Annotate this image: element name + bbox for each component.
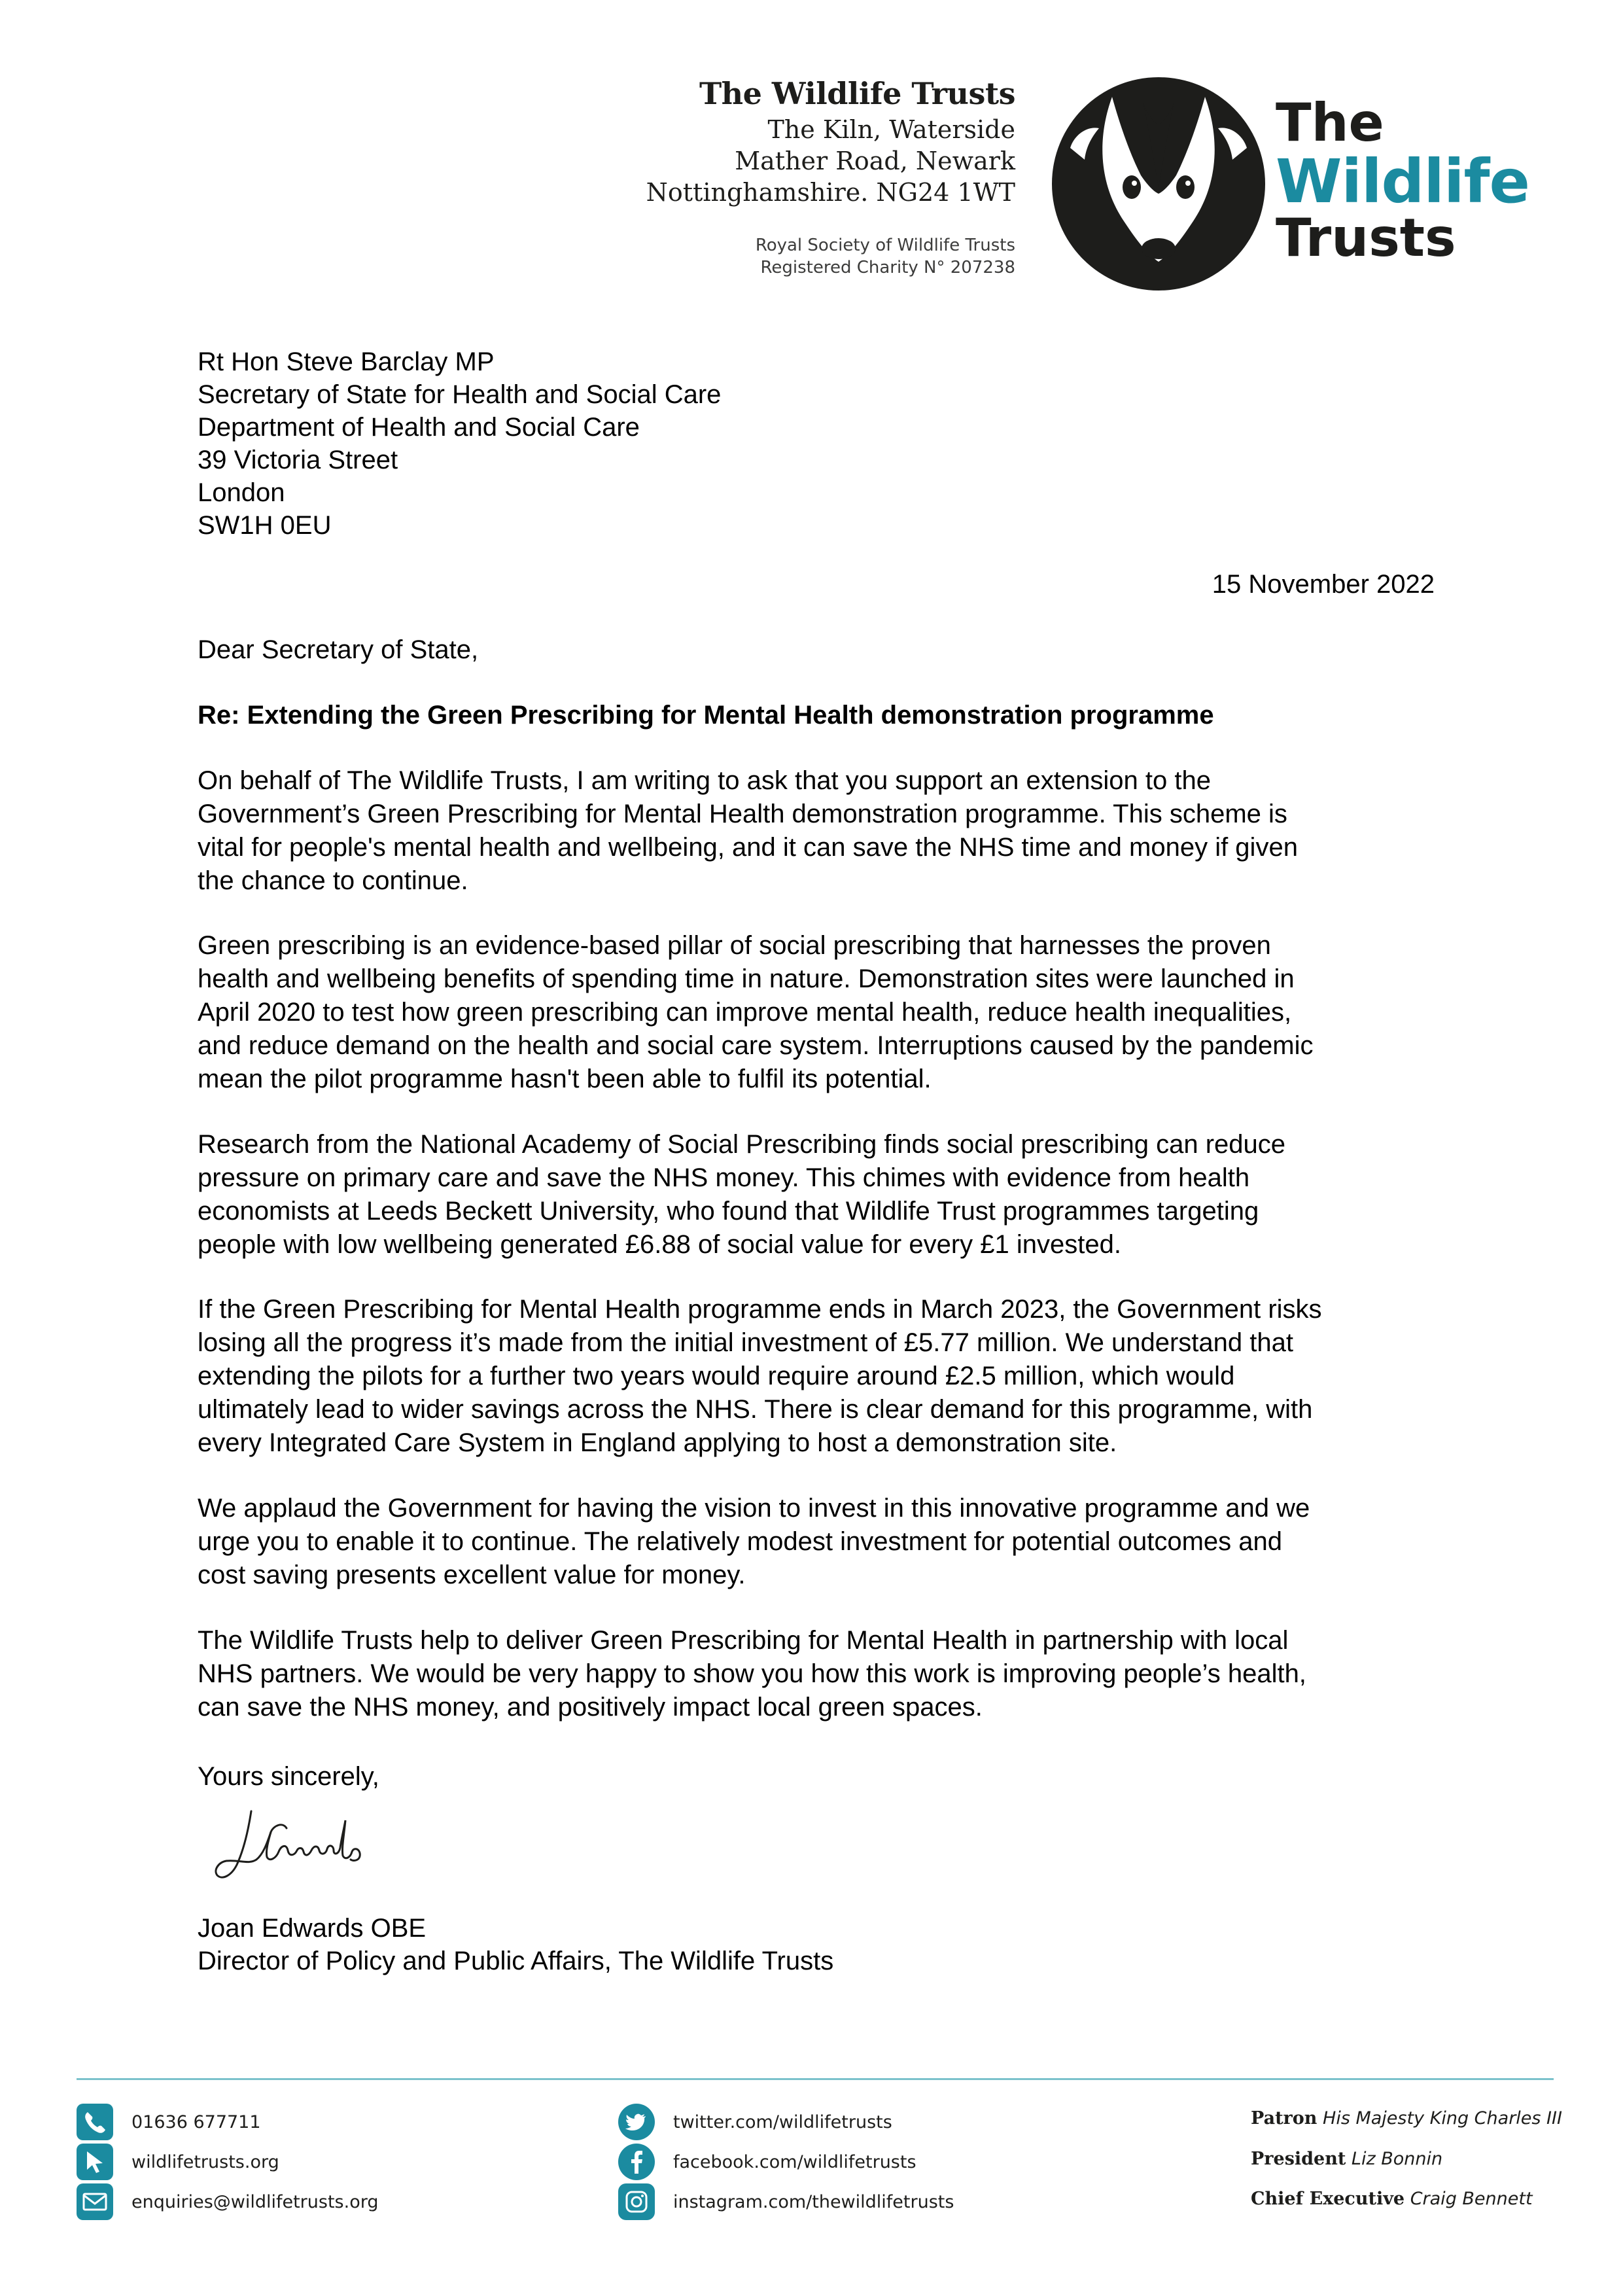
body-paragraph [198,929,1440,1096]
role-label: President [1251,2149,1346,2169]
paragraph-line: pressure on primary care and save the NHS money. This chimes with evidence from health [198,1163,1250,1192]
instagram-icon [618,2183,655,2220]
paragraph-line: health and wellbeing benefits of spending time in nature. Demonstration sites were launched in [198,964,1295,993]
role-name: Liz Bonnin [1351,2149,1443,2169]
paragraph-line: can save the NHS money, and positively impact local green spaces. [198,1693,983,1722]
paragraph-line: April 2020 to test how green prescribing can improve mental health, reduce health inequalities, [198,998,1292,1027]
signer-title: Director of Policy and Public Affairs, The Wildlife Trusts [198,1947,834,1975]
website-link[interactable]: wildlifetrusts.org [131,2151,279,2172]
address-line: Nottinghamshire. NG24 1WT [646,178,1015,207]
letterhead-address [615,73,1015,208]
letter-date: 15 November 2022 [1212,570,1435,599]
body-paragraph [198,1624,1440,1724]
paragraph-line: urge you to enable it to continue. The relatively modest investment for potential outcomes and [198,1527,1283,1556]
footer-divider [77,2078,1554,2080]
paragraph-line: We applaud the Government for having the vision to invest in this innovative programme and we [198,1494,1310,1523]
phone-number: 01636 677711 [131,2111,261,2132]
closing: Yours sincerely, [198,1762,379,1791]
address-line: The Kiln, Waterside [767,115,1015,144]
body-paragraph [198,1128,1440,1262]
footer-website [77,2144,279,2180]
badger-icon [1052,77,1265,291]
role-label: Patron [1251,2108,1318,2128]
recipient-line: SW1H 0EU [198,511,332,540]
address-line: Mather Road, Newark [735,147,1015,175]
recipient-line: Rt Hon Steve Barclay MP [198,347,495,376]
charity-line: Royal Society of Wildlife Trusts [755,236,1015,255]
paragraph-line: economists at Leeds Beckett University, who found that Wildlife Trust programmes targeting [198,1197,1259,1226]
paragraph-line: every Integrated Care System in England applying to host a demonstration site. [198,1428,1117,1457]
paragraph-line: The Wildlife Trusts help to deliver Green Prescribing for Mental Health in partnership with local [198,1626,1289,1655]
recipient-line: Department of Health and Social Care [198,413,640,442]
footer-phone [77,2104,261,2140]
signature-image [211,1802,368,1887]
org-name: The Wildlife Trusts [699,76,1015,111]
facebook-icon [618,2144,655,2180]
twitter-icon [618,2104,655,2140]
footer-facebook [618,2144,916,2180]
role-name: His Majesty King Charles III [1323,2108,1562,2128]
footer-patron [1251,2108,1562,2128]
footer-instagram [618,2183,954,2220]
paragraph-line: cost saving presents excellent value for money. [198,1561,746,1589]
paragraph-line: and reduce demand on the health and social care system. Interruptions caused by the pandemic [198,1031,1314,1060]
body-paragraph [198,1293,1440,1460]
charity-line: Registered Charity N° 207238 [760,258,1015,277]
signer-name: Joan Edwards OBE [198,1914,427,1943]
body-paragraph [198,1492,1440,1592]
paragraph-line: NHS partners. We would be very happy to show you how this work is improving people’s health, [198,1659,1306,1688]
paragraph-line: the chance to continue. [198,866,468,895]
subject-line: Re: Extending the Green Prescribing for Mental Health demonstration programme [198,701,1214,730]
footer-president [1251,2149,1442,2169]
role-label: Chief Executive [1251,2189,1405,2209]
paragraph-line: extending the pilots for a further two years would require around £2.5 million, which would [198,1362,1235,1390]
paragraph-line: people with low wellbeing generated £6.88 of social value for every £1 invested. [198,1230,1121,1259]
footer-twitter [618,2104,892,2140]
signer-block [198,1912,833,1977]
logo-word: Wildlife [1276,147,1529,217]
paragraph-line: ultimately lead to wider savings across the NHS. There is clear demand for this programme, with [198,1395,1313,1424]
logo-word: Trusts [1276,207,1456,268]
paragraph-line: vital for people's mental health and wellbeing, and it can save the NHS time and money if given [198,833,1298,862]
recipient-line: Secretary of State for Health and Social Care [198,380,722,409]
charity-info [680,234,1015,279]
instagram-link[interactable]: instagram.com/thewildlifetrusts [673,2191,954,2212]
recipient-address [198,345,1440,542]
paragraph-line: Government’s Green Prescribing for Mental Health demonstration programme. This scheme is [198,800,1287,828]
paragraph-line: mean the pilot programme hasn't been able to fulfil its potential. [198,1065,932,1093]
cursor-icon [77,2144,113,2180]
recipient-line: 39 Victoria Street [198,446,398,474]
facebook-link[interactable]: facebook.com/wildlifetrusts [673,2151,916,2172]
role-name: Craig Bennett [1410,2189,1533,2209]
paragraph-line: Research from the National Academy of Social Prescribing finds social prescribing can reduce [198,1130,1286,1159]
body-paragraph [198,764,1440,898]
email-link[interactable]: enquiries@wildlifetrusts.org [131,2191,379,2212]
phone-icon [77,2104,113,2140]
footer-email [77,2183,379,2220]
paragraph-line: losing all the progress it’s made from the initial investment of £5.77 million. We understand that [198,1328,1293,1357]
twitter-link[interactable]: twitter.com/wildlifetrusts [673,2111,892,2132]
logo-word: The [1276,92,1384,153]
recipient-line: London [198,478,285,507]
paragraph-line: On behalf of The Wildlife Trusts, I am writing to ask that you support an extension to the [198,766,1211,795]
paragraph-line: If the Green Prescribing for Mental Health programme ends in March 2023, the Government risks [198,1295,1322,1324]
paragraph-line: Green prescribing is an evidence-based pillar of social prescribing that harnesses the proven [198,931,1271,960]
salutation: Dear Secretary of State, [198,635,479,664]
mail-icon [77,2183,113,2220]
footer-chief-executive [1251,2189,1533,2209]
logo-wordmark [1276,92,1529,268]
